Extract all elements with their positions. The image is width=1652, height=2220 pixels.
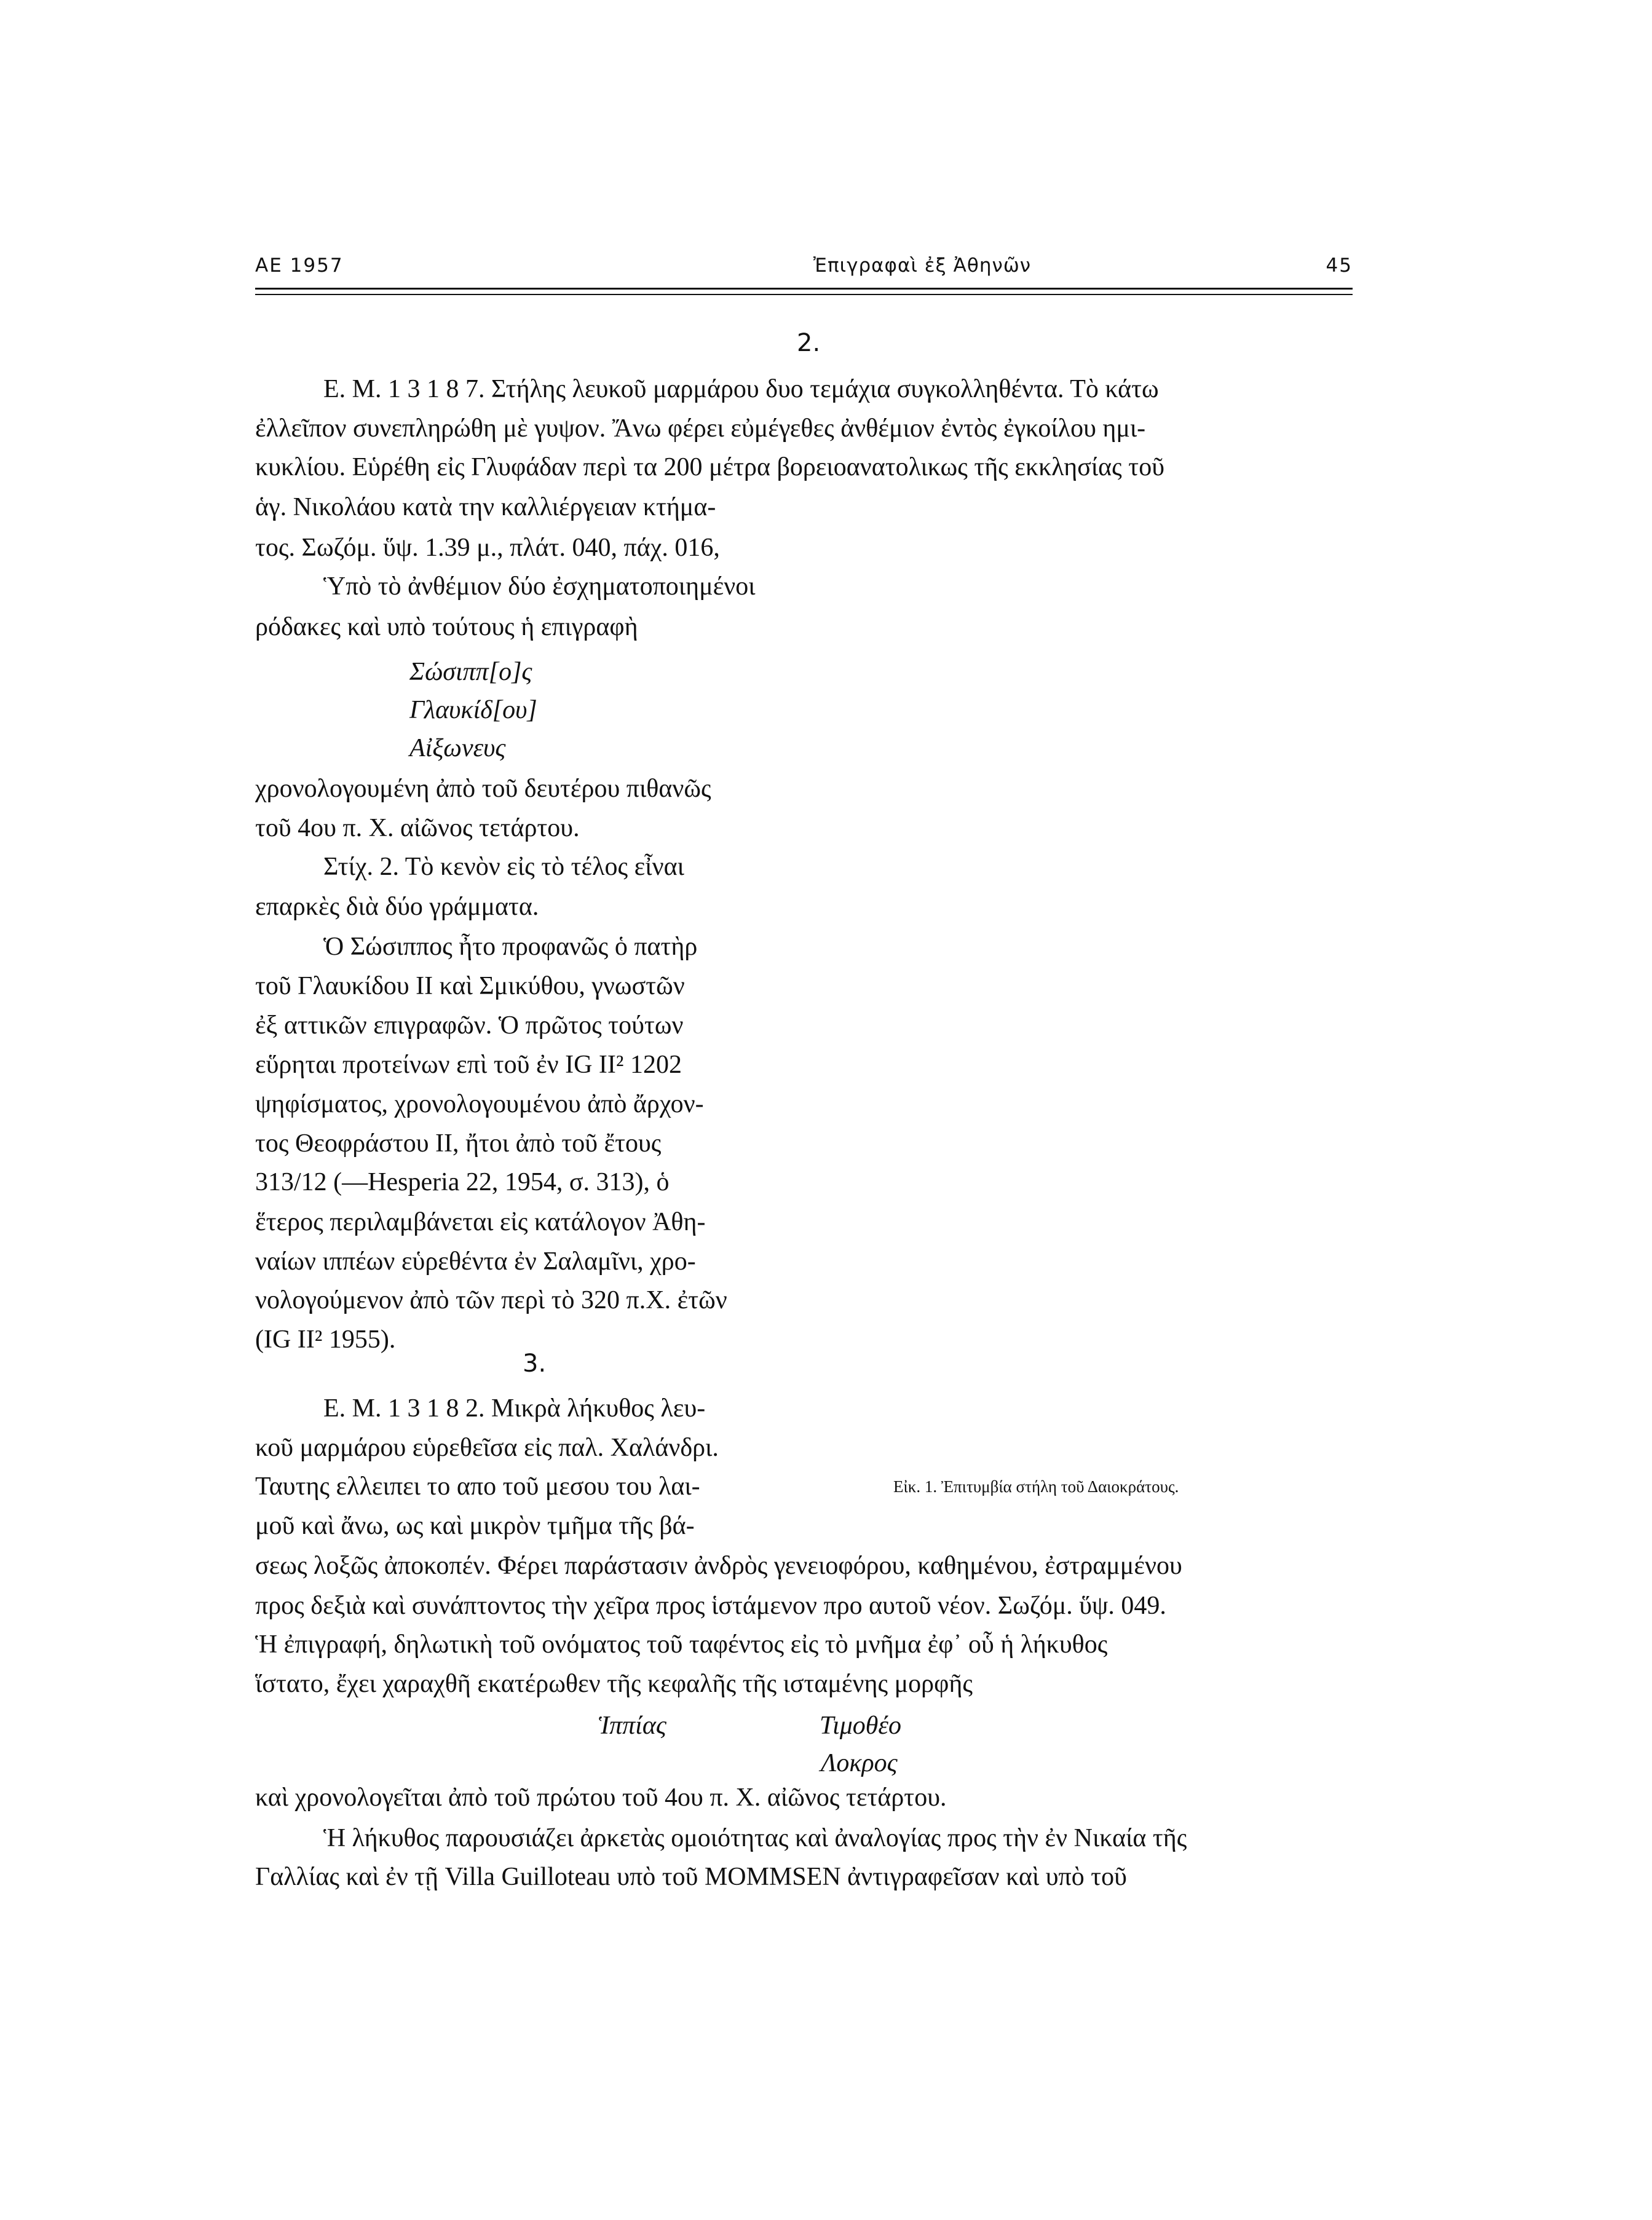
sec3-line: Ἡ λήκυθος παρουσιάζει ἀρκετὰς ομοιότητας καὶ ἀναλογίας προς τὴν ἐν Νικαία τῆς bbox=[323, 1824, 1187, 1852]
sec3-line: ἵστατο, ἔχει χαραχθῆ εκατέρωθεν τῆς κεφαλῆς τῆς ισταμένης μορφῆς bbox=[255, 1670, 973, 1698]
sec2-line: ἁγ. Νικολάου κατὰ την καλλιέργειαν κτήμα- bbox=[255, 493, 716, 521]
sec3-line: προς δεξιὰ καὶ συνάπτοντος τὴν χεῖρα προς ἱστάμενον προ αυτοῦ νέον. Σωζόμ. ὕψ. 049. bbox=[255, 1592, 1166, 1620]
sec2-line: 313/12 (—Hesperia 22, 1954, σ. 313), ὁ bbox=[255, 1168, 670, 1196]
header-rule-thin bbox=[255, 294, 1353, 295]
sec2-line: τος. Σωζόμ. ὕψ. 1.39 μ., πλάτ. 040, πάχ. 016, bbox=[255, 534, 720, 562]
inscription-line: Τιμοθέο bbox=[820, 1712, 901, 1740]
sec2-line: ναίων ιππέων εὑρεθέντα ἐν Σαλαμῖνι, χρο- bbox=[255, 1247, 696, 1276]
header-rule bbox=[255, 288, 1353, 290]
page-number: 45 bbox=[1326, 255, 1353, 277]
running-header bbox=[255, 255, 1353, 284]
sec2-line: τοῦ Γλαυκίδου ΙΙ καὶ Σμικύθου, γνωστῶν bbox=[255, 972, 685, 1000]
sec2-line: χρονολογουμένη ἀπὸ τοῦ δευτέρου πιθανῶς bbox=[255, 775, 711, 803]
sec3-line: Ταυτης ελλειπει το απο τοῦ μεσου του λαι- bbox=[255, 1472, 700, 1501]
figure-caption: Εἰκ. 1. Ἐπιτυμβία στήλη τοῦ Δαιοκράτους. bbox=[893, 1477, 1179, 1496]
sec2-line: τοῦ 4ου π. Χ. αἰῶνος τετάρτου. bbox=[255, 814, 580, 842]
sec2-line: Στίχ. 2. Τὸ κενὸν εἰς τὸ τέλος εἶναι bbox=[323, 853, 684, 881]
inscription-line: Γλαυκίδ[ου] bbox=[409, 696, 537, 724]
sec2-line: Ε. Μ. 1 3 1 8 7. Στήλης λευκοῦ μαρμάρου δυο τεμάχια συγκολληθέντα. Τὸ κάτω bbox=[323, 375, 1159, 403]
sec2-line: τος Θεοφράστου ΙΙ, ἤτοι ἀπὸ τοῦ ἔτους bbox=[255, 1129, 662, 1158]
sec2-line: ἕτερος περιλαμβάνεται εἰς κατάλογον Ἀθη- bbox=[255, 1208, 706, 1236]
sec3-line: Γαλλίας καὶ ἐν τῇ Villa Guilloteau υπὸ τοῦ MOMMSEN ἀντιγραφεῖσαν καὶ υπὸ τοῦ bbox=[255, 1863, 1127, 1891]
sec3-line: καὶ χρονολογεῖται ἀπὸ τοῦ πρώτου τοῦ 4ου π. Χ. αἰῶνος τετάρτου. bbox=[255, 1784, 947, 1812]
running-title: Ἐπιγραφαὶ ἐξ Ἀθηνῶν bbox=[813, 255, 1032, 277]
section-2-number: 2. bbox=[797, 329, 821, 357]
sec2-line: Ὑπὸ τὸ ἀνθέμιον δύο ἐσχηματοποιημένοι bbox=[323, 572, 756, 601]
inscription-line: Σώσιππ[ο]ς bbox=[409, 658, 532, 686]
sec2-line: ρόδακες καὶ υπὸ τούτους ἡ επιγραφὴ bbox=[255, 613, 638, 641]
journal-ref: ΑΕ 1957 bbox=[255, 255, 344, 277]
inscription-line: Ἱππίας bbox=[598, 1712, 666, 1740]
sec2-line: νολογούμενον ἀπὸ τῶν περὶ τὸ 320 π.Χ. ἐτῶν bbox=[255, 1286, 727, 1314]
sec3-line: Ἡ ἐπιγραφή, δηλωτικὴ τοῦ ονόματος τοῦ ταφέντος εἰς τὸ μνῆμα ἐφ᾿ οὗ ἡ λήκυθος bbox=[255, 1630, 1108, 1659]
sec2-line: ἐξ αττικῶν επιγραφῶν. Ὁ πρῶτος τούτων bbox=[255, 1011, 684, 1040]
inscription-line: Αἰξωνευς bbox=[409, 734, 506, 762]
sec3-line: μοῦ καὶ ἄνω, ως καὶ μικρὸν τμῆμα τῆς βά- bbox=[255, 1512, 695, 1540]
section-3-number: 3. bbox=[523, 1349, 547, 1378]
sec2-line: επαρκὲς διὰ δύο γράμματα. bbox=[255, 893, 539, 921]
inscription-line: Λοκρος bbox=[821, 1749, 898, 1777]
sec2-line: ψηφίσματος, χρονολογουμένου ἀπὸ ἄρχον- bbox=[255, 1090, 704, 1118]
sec3-line: κοῦ μαρμάρου εὑρεθεῖσα εἰς παλ. Χαλάνδρι. bbox=[255, 1434, 719, 1462]
sec3-line: σεως λοξῶς ἀποκοπέν. Φέρει παράστασιν ἀνδρὸς γενειοφόρου, καθημένου, ἐστραμμένου bbox=[255, 1552, 1182, 1580]
sec2-line: (IG II² 1955). bbox=[255, 1325, 396, 1354]
sec2-line: εὕρηται προτείνων επὶ τοῦ ἐν IG II² 1202 bbox=[255, 1051, 682, 1079]
sec3-line: Ε. Μ. 1 3 1 8 2. Μικρὰ λήκυθος λευ- bbox=[323, 1394, 706, 1423]
sec2-line: Ὁ Σώσιππος ἦτο προφανῶς ὁ πατὴρ bbox=[323, 933, 698, 961]
sec2-line: κυκλίου. Εὑρέθη εἰς Γλυφάδαν περὶ τα 200 μέτρα βορειοανατολικως τῆς εκκλησίας τοῦ bbox=[255, 453, 1164, 481]
sec2-line: ἐλλεῖπον συνεπληρώθη μὲ γυψον. Ἄνω φέρει εὐμέγεθες ἀνθέμιον ἐντὸς ἐγκοίλου ημι- bbox=[255, 414, 1146, 443]
